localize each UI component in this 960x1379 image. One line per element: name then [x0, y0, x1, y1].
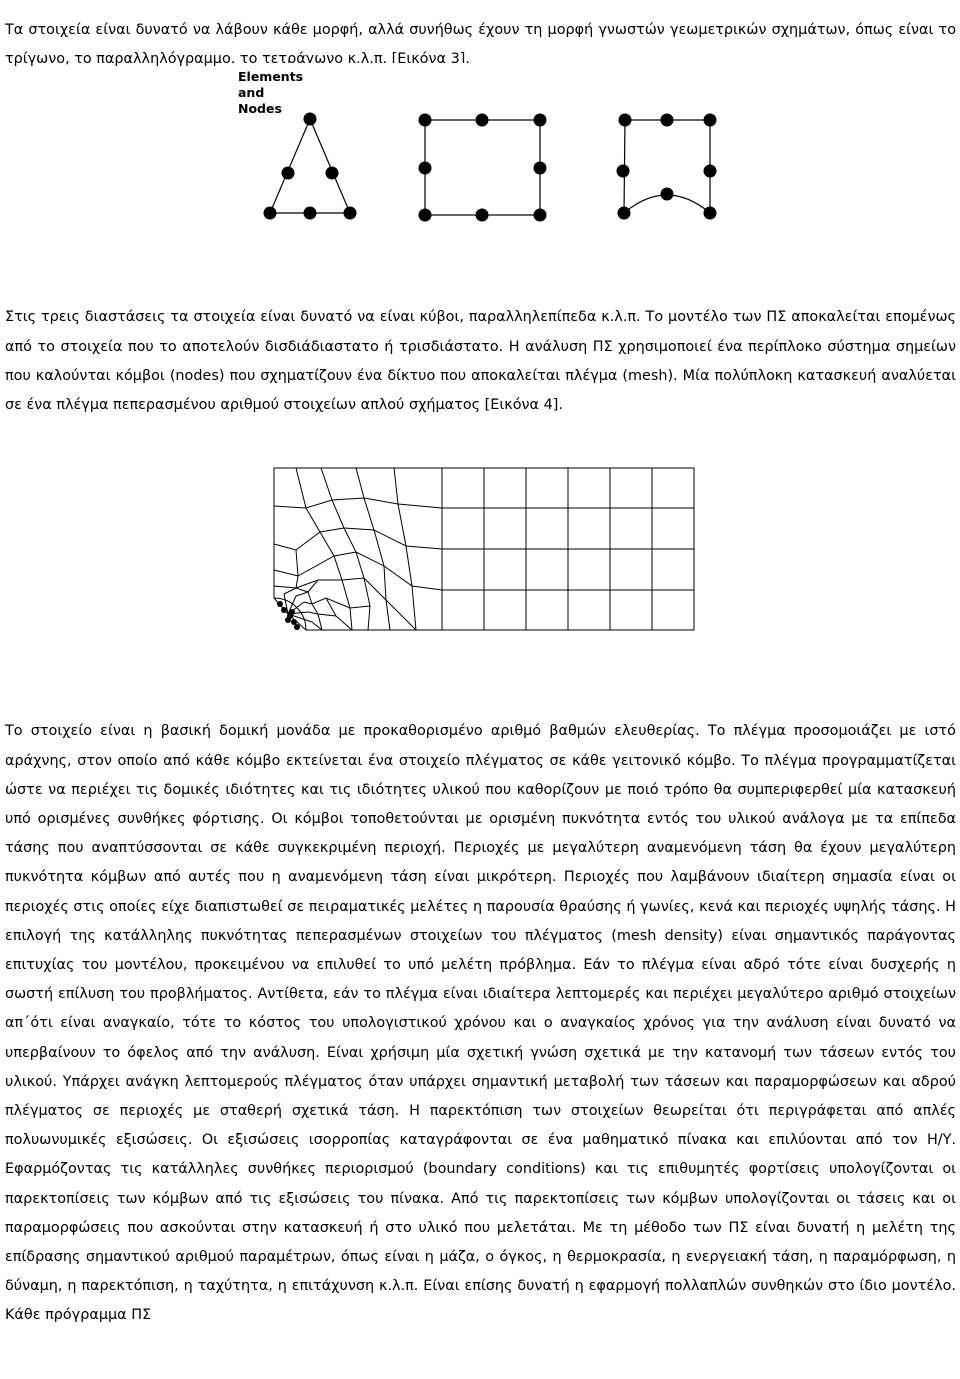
- node-dot: [661, 114, 674, 127]
- node-dot: [534, 209, 547, 222]
- node-dot: [304, 207, 317, 220]
- node-dot: [294, 624, 300, 630]
- node-dot: [291, 619, 297, 625]
- paragraph-intro: Τα στοιχεία είναι δυνατό να λάβουν κάθε μορφή, αλλά συνήθως έχουν τη μορφή γνωστών γεωμετρικών σχημάτων, όπως είναι το τρίγωνο, το παραλληλόγραμμο, το τετράγωνο κ.λ.π. [Εικόνα 3].: [5, 22, 956, 68]
- node-dot: [534, 162, 547, 175]
- node-dot: [264, 207, 277, 220]
- node-dot: [704, 165, 717, 178]
- node-dot: [282, 167, 295, 180]
- node-dot: [704, 207, 717, 220]
- figure-label-line-2: and: [238, 85, 265, 100]
- square-element: [425, 120, 540, 215]
- figure-label-line-1: Elements: [238, 69, 304, 84]
- node-dot: [419, 162, 432, 175]
- node-dot: [289, 609, 295, 615]
- paragraph-mesh-description: Το στοιχείο είναι η βασική δομική μονάδα με προκαθορισμένο αριθμό βαθμών ελευθερίας. Το πλέγμα προσομοιάζει με ιστό αράχνης, στον οποίο από κάθε κόμβο εκτείνεται ένα στοιχείο πλέγματος σε κάθε γειτονικό κόμβο. Το πλέγμα προγραμματίζεται ώστε να περιέχει τις δομικές ιδιότητες και τις ιδιότητες υλικού που καθορίζουν με ποιό τρόπο θα συμπεριφερθεί μία κατασκευή υπό ορισμένες συνθήκες φόρτισης. Οι κόμβοι τοποθετούνται με ορισμένη πυκνότητα εντός του υλικού ανάλογα με τα επίπεδα τάσης που αναπτύσσονται σε κάθε συγκεκριμένη περιοχή. Περιοχές με μεγαλύτερη αναμενόμενη τάση θα έχουν μεγαλύτερη πυκνότητα κόμβων από αυτές που η αναμενόμενη τάση είναι μικρότερη. Περιοχές που λαμβάνουν ιδιαίτερη σημασία είναι οι περιοχές στις οποίες είχε διαπιστωθεί σε πειραματικές μελέτες η παρουσία θραύσης ή γωνίες, κενά και περιοχές υψηλής τάσης. Η επιλογή της κατάλληλης πυκνότητας πεπερασμένων στοιχείων του πλέγματος (mesh density) είναι σημαντικός παράγοντας επιτυχίας του μοντέλου, προκειμένου να επιλυθεί το υπό μελέτη πρόβλημα. Εάν το πλέγμα είναι αδρό τότε είναι δυσχερής η σωστή επίλυση του προβλήματος. Αντίθετα, εάν το πλέγμα είναι ιδιαίτερα λεπτομερές και περιέχει μεγαλύτερο αριθμό στοιχείων απ΄ότι είναι αναγκαίο, τότε το κόστος του υπολογιστικού χρόνου και ο αναγκαίος χρόνος για την ανάλυση είναι δυνατό να υπερβαίνουν το όφελος από την ανάλυση. Είναι χρήσιμη μία σχετική γνώση σχετικά με την κατανομή των τάσεων εντός του υλικού. Υπάρχει ανάγκη λεπτομερούς πλέγματος όταν υπάρχει σημαντική μεταβολή των τάσεων και παραμορφώσεων και αδρού πλέγματος σε περιοχές με σταθερή σχετικά τάση. Η παρεκτόπιση των στοιχείων θεωρείται ότι περιγράφεται από απλές πολυωνυμικές εξισώσεις. Οι εξισώσεις ισορροπίας καταγράφονται σε ένα μαθηματικό πίνακα και επιλύονται από τον Η/Υ. Εφαρμόζοντας τις κατάλληλες συνθήκες περιορισμού (boundary conditions) και τις επιθυμητές φορτίσεις υπολογίζονται οι παρεκτοπίσεις των κόμβων από τις εξισώσεις του πίνακα. Από τις παρεκτοπίσεις των κόμβων υπολογίζονται οι τάσεις και οι παραμορφώσεις που ασκούνται στην κατασκευή ή στο υλικό που μελετάται. Με τη μέθοδο των ΠΣ είναι δυνατή η μελέτη της επίδρασης σημαντικού αριθμού παραμέτρων, όπως είναι η μάζα, ο όγκος, η θερμοκρασία, η ενεργειακή τάση, η παραμόρφωση, η δύναμη, η παρεκτόπιση, η ταχύτητα, η επιτάχυνση κ.λ.π. Είναι επίσης δυνατή η εφαρμογή πολλαπλών συνθηκών στο ίδιο μοντέλο. Κάθε πρόγραμμα ΠΣ: [5, 723, 956, 1324]
- figure-label: [238, 69, 303, 116]
- node-dot: [304, 113, 317, 126]
- node-dot: [326, 167, 339, 180]
- node-dot: [476, 209, 489, 222]
- node-dot: [704, 114, 717, 127]
- node-dot: [281, 607, 287, 613]
- triangle-element: [270, 119, 350, 213]
- mesh-grid-right: [442, 468, 694, 630]
- node-dot: [618, 207, 631, 220]
- figure-elements-and-nodes: [230, 63, 730, 259]
- node-dot: [617, 165, 630, 178]
- figure-mesh: [266, 466, 698, 646]
- node-dot: [419, 114, 432, 127]
- node-dot: [476, 114, 489, 127]
- node-dot: [344, 207, 357, 220]
- node-dot: [619, 114, 632, 127]
- figure-label-line-3: Nodes: [238, 101, 282, 116]
- mesh-corner-nodes: [277, 601, 300, 630]
- node-dot: [661, 188, 674, 201]
- node-dot: [534, 114, 547, 127]
- node-markers: [264, 113, 717, 222]
- node-dot: [285, 617, 291, 623]
- node-dot: [277, 601, 283, 607]
- paragraph-3d-elements: Στις τρεις διαστάσεις τα στοιχεία είναι δυνατό να είναι κύβοι, παραλληλεπίπεδα κ.λ.π. Το μοντέλο των ΠΣ αποκαλείται επομένως από το στοιχεία που το αποτελούν δισδιάδιαστατο ή τρισδιάστατο. Η ανάλυση ΠΣ χρησιμοποιεί ένα περίπλοκο σύστημα σημείων που καλούνται κόμβοι (nodes) που σχηματίζουν ένα δίκτυο που αποκαλείται πλέγμα (mesh). Μία πολύπλοκη κατασκευή αναλύεται σε ένα πλέγμα πεπερασμένου αριθμού στοιχείων απλού σχήματος [Εικόνα 4].: [5, 309, 956, 413]
- node-dot: [419, 209, 432, 222]
